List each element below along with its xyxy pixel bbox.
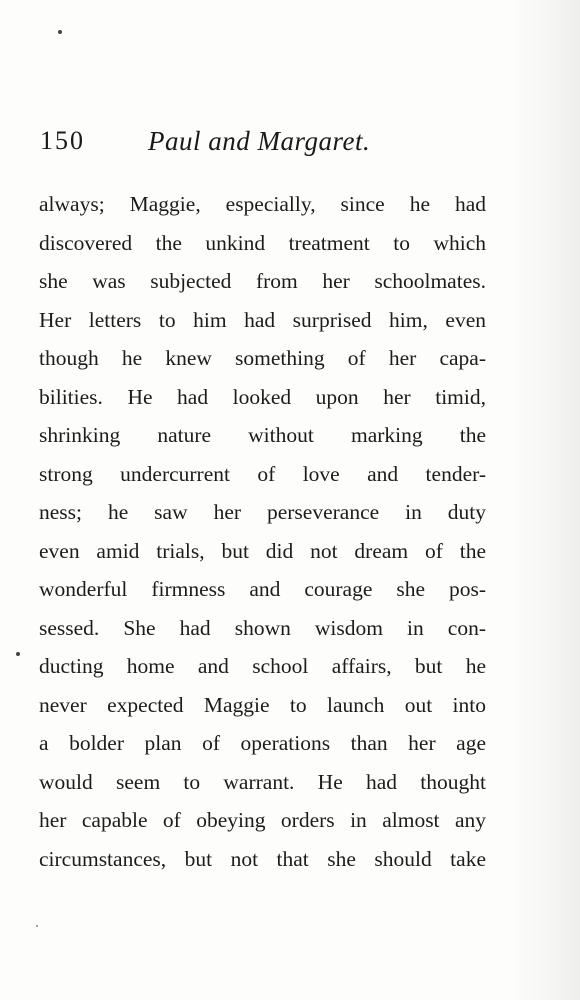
- text-line: would seem to warrant. He had thought: [39, 769, 486, 794]
- page-number: 150: [40, 126, 85, 155]
- text-line: her capable of obeying orders in almost any: [39, 808, 486, 832]
- ink-speck: [16, 652, 20, 656]
- text-line: wonderful firmness and courage she pos-: [39, 577, 486, 601]
- text-line: bilities. He had looked upon her timid,: [39, 384, 486, 409]
- text-line: circumstances, but not that she should take: [39, 846, 486, 871]
- text-line: shrinking nature without marking the: [39, 423, 486, 447]
- text-line: never expected Maggie to launch out into: [39, 692, 486, 717]
- text-line: strong undercurrent of love and tender-: [39, 461, 486, 486]
- text-line: ness; he saw her perseverance in duty: [39, 500, 486, 524]
- text-line: ducting home and school affairs, but he: [39, 654, 486, 678]
- ink-speck: [36, 925, 38, 927]
- text-line: she was subjected from her schoolmates.: [39, 269, 486, 293]
- page-header: [40, 126, 540, 166]
- text-line: even amid trials, but did not dream of the: [39, 538, 486, 563]
- text-line: though he knew something of her capa-: [39, 346, 486, 370]
- text-line: discovered the unkind treatment to which: [39, 230, 486, 255]
- text-line: sessed. She had shown wisdom in con-: [39, 615, 486, 640]
- text-line: always; Maggie, especially, since he had: [39, 192, 486, 216]
- body-text: [39, 185, 486, 878]
- ink-speck: [58, 30, 62, 34]
- text-line: a bolder plan of operations than her age: [39, 731, 486, 755]
- text-line: Her letters to him had surprised him, even: [39, 307, 486, 332]
- running-title: Paul and Margaret.: [148, 126, 371, 156]
